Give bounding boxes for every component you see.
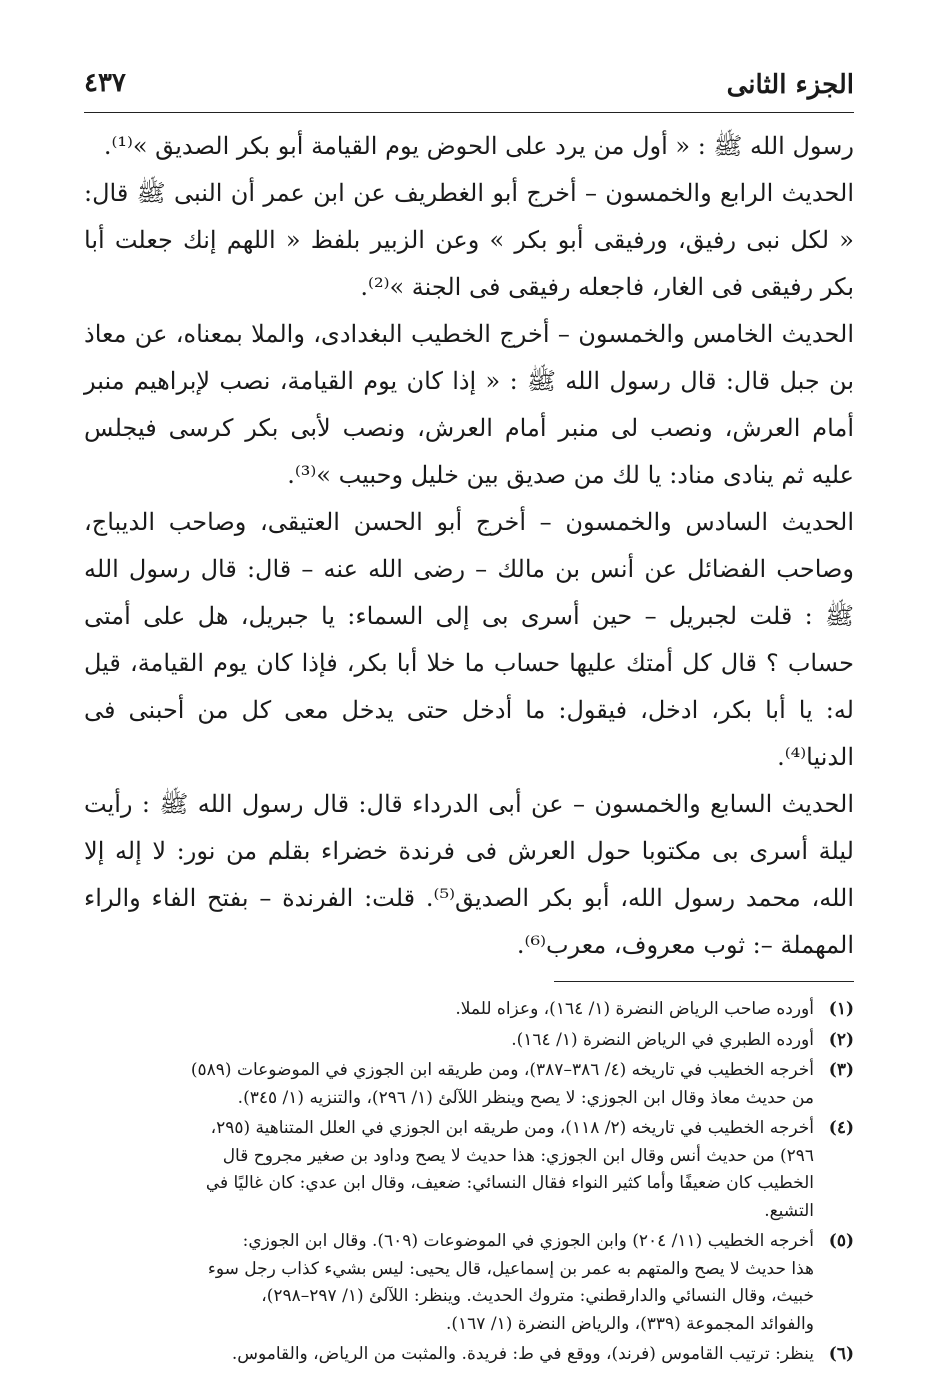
footnote-item — [84, 996, 854, 1024]
footnote-text — [84, 1057, 814, 1112]
paragraph: الحديث السابع والخمسون – عن أبى الدرداء قال: قال رسول الله ﷺ : رأيت ليلة أسرى بى مكتوبا حول العرش فى فرندة خضراء بقلم من نور: لا إله إلا الله، محمد رسول الله، أبو بكر الصديق⁽⁵⁾. قلت: الفرندة – بفتح الفاء والراء المهملة –: ثوب معروف، معرب⁽⁶⁾. — [84, 790, 855, 959]
footnotes — [84, 996, 854, 1369]
paragraph: الحديث الرابع والخمسون – أخرج أبو الغطريف عن ابن عمر أن النبى ﷺ قال: « لكل نبى رفيق، ورفيقى أبو بكر » وعن الزبير بلفظ « اللهم إنك جعلت أبا بكر رفيقى فى الغار، فاجعله رفيقى فى الجنة »⁽²⁾. — [84, 179, 854, 301]
footnote-text — [84, 996, 814, 1024]
footnote-line: من حديث معاذ وقال ابن الجوزي: لا يصح وينظر اللآلئ (١/ ٢٩٦)، والتنزيه (١/ ٣٤٥). — [237, 1087, 814, 1108]
footnote-number: (٥) — [828, 1231, 854, 1251]
footnote-number: (٦) — [828, 1344, 854, 1364]
footnote-line: الخطيب كان ضعيفًا وأما كثير النواء فقال النسائي: ضعيف، وقال ابن عدي: كان غاليًا في — [205, 1173, 814, 1193]
footnote-item — [84, 1057, 854, 1112]
running-title: الجزء الثانى — [726, 70, 854, 100]
footnote-line: ينظر: ترتيب القاموس (فرند)، ووقع في ط: فريدة. والمثبت من الرياض، والقاموس. — [231, 1344, 814, 1364]
paragraph: الحديث الخامس والخمسون – أخرج الخطيب البغدادى، والملا بمعناه، عن معاذ بن جبل قال: قال رسول الله ﷺ : « إذا كان يوم القيامة، نصب لإبراهيم منبر أمام العرش، ونصب لى منبر أمام العرش، ونصب لأبى بكر كرسى فيجلس عليه ثم ينادى مناد: يا لك من صديق بين خليل وحبيب »⁽³⁾. — [84, 320, 855, 489]
footnote-text — [84, 1115, 814, 1225]
footnote-item — [84, 1341, 854, 1369]
footnote-number: (١) — [828, 999, 854, 1019]
footnote-item — [84, 1228, 854, 1338]
footnote-text — [84, 1027, 814, 1055]
footnote-line: أخرجه الخطيب (١١/ ٢٠٤) وابن الجوزي في الموضوعات (٦٠٩). وقال ابن الجوزي: — [242, 1231, 814, 1251]
footnote-line: والفوائد المجموعة (٣٣٩)، والرياض النضرة (١/ ١٦٧). — [445, 1313, 814, 1334]
footnote-line: هذا حديث لا يصح والمتهم به عمر بن إسماعيل، قال يحيى: ليس بشيء كذاب رجل سوء — [207, 1258, 814, 1279]
page-number: ٤٣٧ — [84, 68, 126, 98]
footnote-line: أورده الطبري في الرياض النضرة (١/ ١٦٤). — [511, 1029, 814, 1050]
main-text — [84, 123, 854, 969]
footnote-line: أورده صاحب الرياض النضرة (١/ ١٦٤)، وعزاه للملا. — [455, 999, 814, 1019]
paragraph: رسول الله ﷺ : « أول من يرد على الحوض يوم القيامة أبو بكر الصديق »⁽¹⁾. — [103, 132, 854, 160]
paragraph: الحديث السادس والخمسون – أخرج أبو الحسن العتيقى، وصاحب الديباج، وصاحب الفضائل عن أنس بن مالك – رضى الله عنه – قال: قال رسول الله ﷺ : قلت لجبريل – حين أسرى بى إلى السماء: يا جبريل، هل على أمتى حساب ؟ قال كل أمتك عليها حساب ما خلا أبا بكر، فإذا كان يوم القيامة، قيل له: يا أبا بكر، ادخل، فيقول: ما أدخل حتى يدخل معى كل من أحبنى فى الدنيا⁽⁴⁾. — [84, 508, 854, 771]
footnote-line: أخرجه الخطيب في تاريخه (٢/ ١١٨)، ومن طريقه ابن الجوزي في العلل المتناهية (٢٩٥، — [210, 1118, 814, 1138]
footnote-text — [84, 1228, 814, 1338]
footnote-line: ٢٩٦) من حديث أنس وقال ابن الجوزي: هذا حديث لا يصح وداود بن صغير مجروح قال — [222, 1145, 814, 1166]
footnote-number: (٢) — [828, 1029, 854, 1050]
footnote-number: (٤) — [828, 1118, 854, 1138]
header-rule — [84, 112, 854, 113]
footnote-number: (٣) — [828, 1060, 854, 1080]
footnote-line: التشيع. — [764, 1200, 814, 1221]
footnote-text — [84, 1341, 814, 1369]
footnote-item — [84, 1027, 854, 1055]
footnote-line: أخرجه الخطيب في تاريخه (٤/ ٣٨٦–٣٨٧)، ومن طريقه ابن الجوزي في الموضوعات (٥٨٩) — [190, 1060, 814, 1080]
page-header — [84, 58, 854, 112]
footnote-line: خبيث، وقال النسائي والدارقطني: متروك الحديث. وينظر: اللآلئ (١/ ٢٩٧–٢٩٨)، — [261, 1286, 814, 1306]
footnote-separator — [554, 981, 854, 982]
footnote-item — [84, 1115, 854, 1225]
book-page — [84, 58, 855, 1364]
